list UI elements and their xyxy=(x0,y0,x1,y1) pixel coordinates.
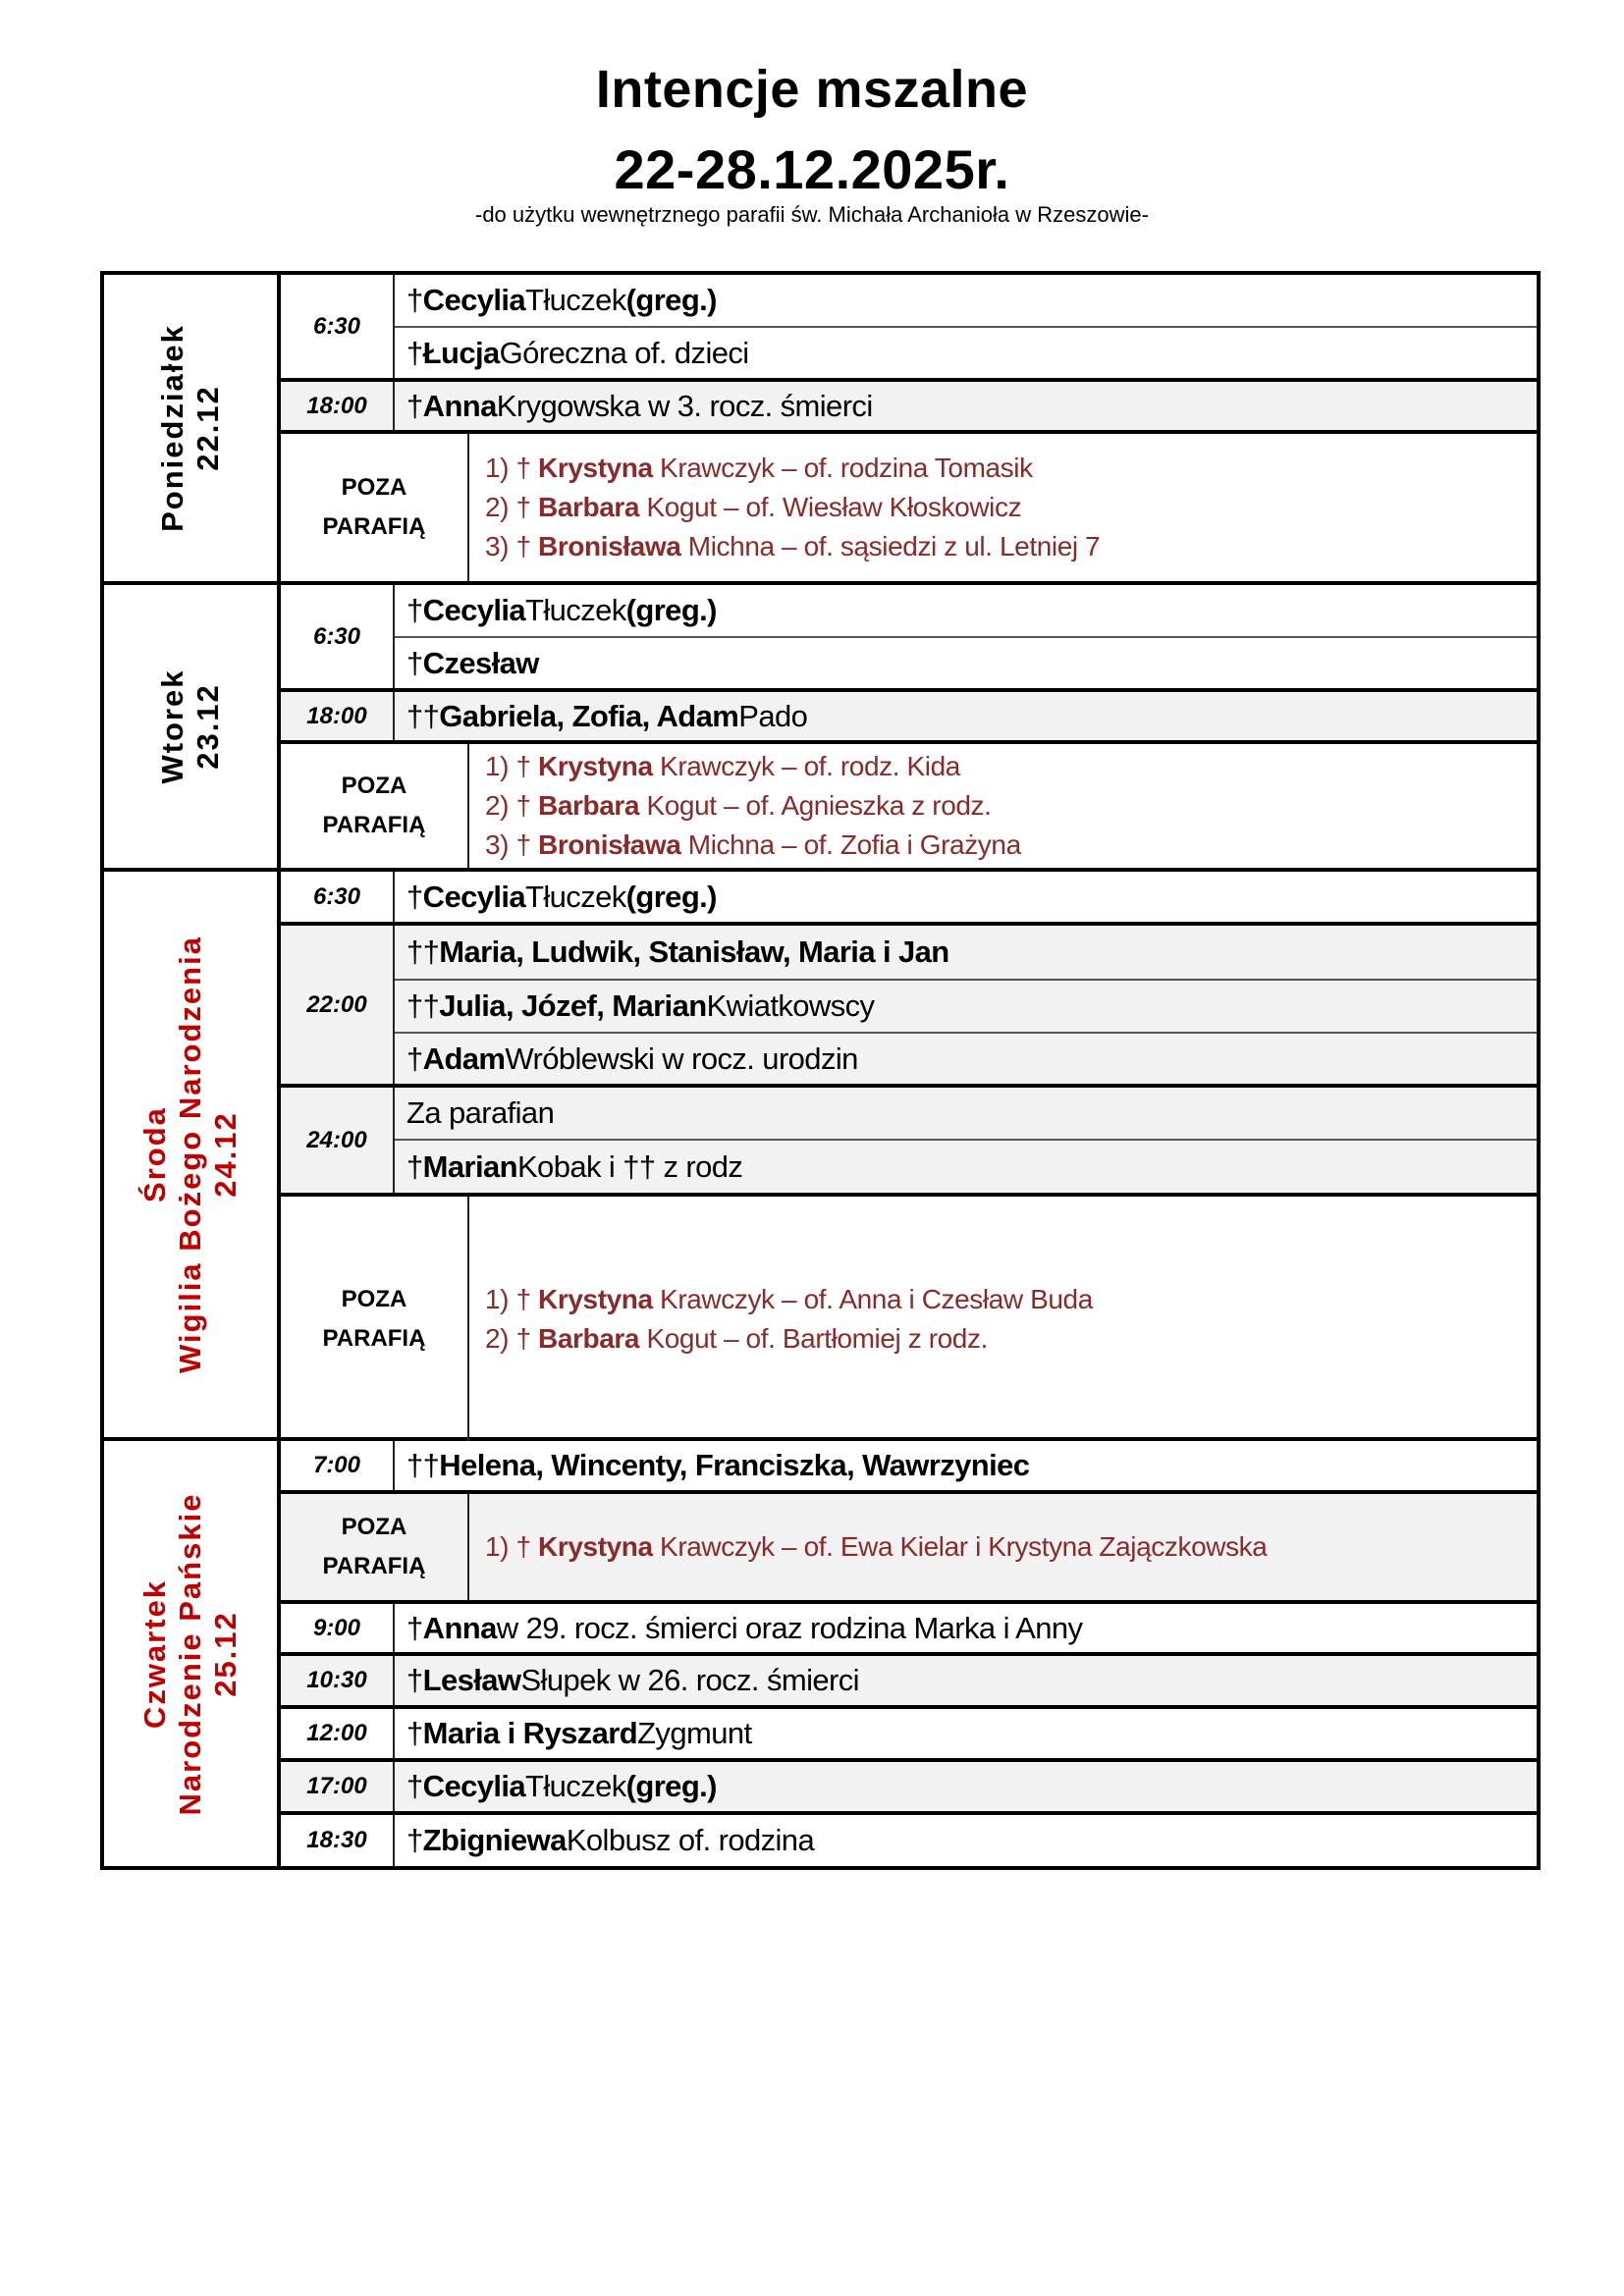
day-label xyxy=(104,872,281,1437)
intention: † Czesław xyxy=(406,645,539,680)
mass-time: 18:00 xyxy=(281,382,395,430)
day-date: 22.12 xyxy=(190,385,225,471)
poza-item: 1) † Krystyna Krawczyk – of. rodzina Tomasik xyxy=(485,453,1033,483)
mass-group xyxy=(281,1709,1537,1762)
poza-parafia-label: POZA PARAFIĄ xyxy=(281,434,469,581)
feast-name: Wigilia Bożego Narodzenia xyxy=(173,935,207,1373)
day-thursday xyxy=(104,1441,1537,1866)
poza-parafia-list xyxy=(469,744,1537,868)
poza-parafia-list xyxy=(469,434,1537,581)
mass-time: 24:00 xyxy=(281,1088,395,1193)
poza-parafia-group xyxy=(281,1197,1537,1441)
page-title: Intencje mszalne xyxy=(595,60,1029,119)
day-monday xyxy=(104,275,1537,585)
day-label xyxy=(104,1441,281,1866)
poza-item: 2) † Barbara Kogut – of. Bartłomiej z rodz. xyxy=(485,1322,988,1354)
mass-group xyxy=(281,1762,1537,1815)
mass-group xyxy=(281,1815,1537,1866)
mass-group xyxy=(281,585,1537,692)
poza-item: 2) † Barbara Kogut – of. Wiesław Kłoskowicz xyxy=(485,492,1022,522)
mass-time: 18:00 xyxy=(281,692,395,740)
mass-group xyxy=(281,872,1537,926)
poza-item: 1) † Krystyna Krawczyk – of. rodz. Kida xyxy=(485,751,960,781)
subtitle: -do użytku wewnętrznego parafii św. Michała Archanioła w Rzeszowie- xyxy=(475,202,1149,227)
intention: Za parafian xyxy=(395,1088,1537,1141)
poza-item: 1) † Krystyna Krawczyk – of. Anna i Czesław Buda xyxy=(485,1283,1093,1314)
intention: † Adam Wróblewski w rocz. urodzin xyxy=(406,1041,858,1076)
intention: †† Gabriela, Zofia, Adam Pado xyxy=(406,698,808,733)
day-name: Wtorek xyxy=(155,668,189,784)
poza-parafia-list xyxy=(469,1197,1537,1441)
day-tuesday xyxy=(104,585,1537,872)
poza-item: 2) † Barbara Kogut – of. Agnieszka z rodz. xyxy=(485,790,992,821)
day-label xyxy=(104,585,281,868)
poza-parafia-label: POZA PARAFIĄ xyxy=(281,1197,469,1441)
mass-group xyxy=(281,692,1537,744)
mass-time: 6:30 xyxy=(281,872,395,922)
day-date: 25.12 xyxy=(208,1610,243,1697)
mass-group xyxy=(281,275,1537,382)
intentions-table xyxy=(100,271,1541,1870)
intention: † Cecylia Tłuczek (greg.) xyxy=(406,1769,717,1803)
intention: † Maria i Ryszard Zygmunt xyxy=(406,1716,752,1750)
poza-parafia-group xyxy=(281,434,1537,581)
mass-time: 6:30 xyxy=(281,585,395,688)
intention: † Zbigniewa Kolbusz of. rodzina xyxy=(406,1823,815,1857)
poza-item: 1) † Krystyna Krawczyk – of. Ewa Kielar i Krystyna Zajączkowska xyxy=(485,1531,1268,1562)
intention: † Cecylia Tłuczek (greg.) xyxy=(395,275,1537,328)
poza-item: 3) † Bronisława Michna – of. Zofia i Grażyna xyxy=(485,829,1021,860)
mass-time: 17:00 xyxy=(281,1762,395,1811)
intention: † Cecylia Tłuczek (greg.) xyxy=(406,879,717,914)
intention: † Anna w 29. rocz. śmierci oraz rodzina Marka i Anny xyxy=(406,1610,1083,1645)
date-range: 22-28.12.2025r. xyxy=(614,138,1010,200)
day-name: Czwartek xyxy=(137,1578,172,1729)
intention: † Anna Krygowska w 3. rocz. śmierci xyxy=(406,388,873,423)
day-wednesday xyxy=(104,872,1537,1441)
day-name: Środa xyxy=(137,1106,172,1202)
mass-group xyxy=(281,926,1537,1088)
intention: † Marian Kobak i †† z rodz xyxy=(406,1148,743,1184)
poza-parafia-list xyxy=(469,1494,1537,1600)
poza-parafia-group xyxy=(281,744,1537,868)
intention: † Cecylia Tłuczek (greg.) xyxy=(395,585,1537,638)
poza-parafia-group xyxy=(281,1494,1537,1604)
day-date: 23.12 xyxy=(190,683,225,770)
mass-time: 12:00 xyxy=(281,1709,395,1758)
mass-group xyxy=(281,382,1537,434)
day-date: 24.12 xyxy=(208,1111,243,1198)
intention: † Łucja Góreczna of. dzieci xyxy=(406,335,749,370)
mass-time: 18:30 xyxy=(281,1815,395,1866)
intention: † Lesław Słupek w 26. rocz. śmierci xyxy=(406,1663,859,1697)
intention: †† Julia, Józef, Marian Kwiatkowscy xyxy=(395,981,1537,1034)
intention: †† Helena, Wincenty, Franciszka, Wawrzyniec xyxy=(406,1448,1030,1482)
mass-group xyxy=(281,1656,1537,1709)
mass-group xyxy=(281,1441,1537,1494)
poza-parafia-label: POZA PARAFIĄ xyxy=(281,1494,469,1600)
mass-time: 10:30 xyxy=(281,1656,395,1705)
mass-time: 9:00 xyxy=(281,1604,395,1652)
mass-group xyxy=(281,1088,1537,1197)
mass-time: 7:00 xyxy=(281,1441,395,1490)
day-name: Poniedziałek xyxy=(155,324,189,532)
intention: †† Maria, Ludwik, Stanisław, Maria i Jan xyxy=(395,926,1537,981)
feast-name: Narodzenie Pańskie xyxy=(173,1492,207,1815)
mass-time: 22:00 xyxy=(281,926,395,1084)
day-label xyxy=(104,275,281,581)
mass-group xyxy=(281,1604,1537,1656)
poza-parafia-label: POZA PARAFIĄ xyxy=(281,744,469,868)
mass-time: 6:30 xyxy=(281,275,395,378)
poza-item: 3) † Bronisława Michna – of. sąsiedzi z ul. Letniej 7 xyxy=(485,531,1101,561)
